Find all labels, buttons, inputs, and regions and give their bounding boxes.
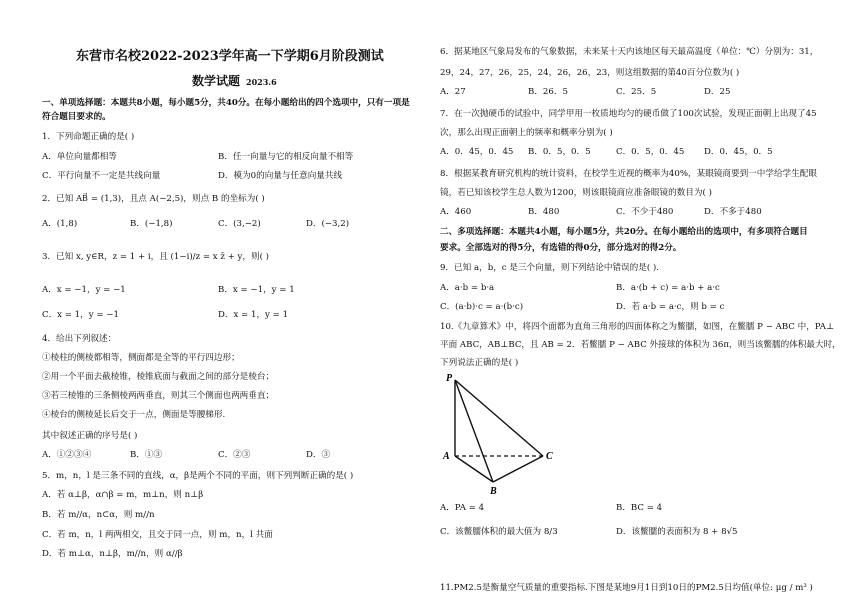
question-6-cont: 29，24，27，26，25，24，26，26，23，则这组数据的第40百分位数为( ) <box>440 68 740 78</box>
q1-option-b: B．任一向量与它的相反向量不相等 <box>218 152 354 162</box>
edge-pc <box>455 380 543 456</box>
q3-option-b: B．x = −1，y = 1 <box>218 285 295 295</box>
question-2: 2．已知 AB⃗ = (1,3)，且点 A(−2,5)，则点 B 的坐标为( ) <box>42 194 265 204</box>
q9-option-a: A．a·b = b·a <box>440 283 495 293</box>
q5-option-a: A．若 α⊥β，α∩β = m，m⊥n，则 n⊥β <box>42 490 204 500</box>
question-10: 10.《九章算术》中，将四个面都为直角三角形的四面体称之为鳖臑，如图，在鳖臑 P − ABC 中，PA⊥ <box>440 322 835 332</box>
edge-ab <box>455 456 493 482</box>
q2-option-c: C．(3,−2) <box>218 219 261 229</box>
q4-option-d: D．③ <box>306 450 331 460</box>
q9-option-c: C．(a·b)·c = a·(b·c) <box>440 302 524 312</box>
q4-statement-2: ②用一个平面去截棱锥，棱锥底面与截面之间的部分是棱台； <box>42 372 275 382</box>
q3-option-c: C．x = 1，y = −1 <box>42 310 119 320</box>
section2-heading: 二、多项选择题：本题共4小题，每小题5分，共20分。在每小题给出的选项中，有多项符合题目 <box>440 227 808 237</box>
exam-date: 2023.6 <box>246 77 277 87</box>
section1-heading: 一、单项选择题：本题共8小题，每小题5分，共40分。在每小题给出的四个选项中，只有一项是 <box>42 98 410 108</box>
q3-option-a: A．x = −1，y = −1 <box>42 285 126 295</box>
label-p: P <box>446 373 453 384</box>
q4-statement-1: ①棱柱的侧棱都相等，侧面都是全等的平行四边形； <box>42 353 240 363</box>
q4-option-a: A．①②③④ <box>42 450 92 460</box>
q5-option-d: D．若 m⊥α，n⊥β，m//n，则 α//β <box>42 549 183 559</box>
section1-heading-cont: 符合题目要求的。 <box>42 112 111 122</box>
question-1: 1．下列命题正确的是( ) <box>42 132 135 142</box>
q8-option-a: A．460 <box>440 207 472 217</box>
question-7: 7．在一次抛硬币的试验中，同学甲用一枚质地均匀的硬币做了100次试验，发现正面朝上出现了45 <box>440 109 817 119</box>
question-11: 11.PM2.5是衡量空气质量的重要指标.下图是某地9月1日到10日的PM2.5日均值(单位: μg / m³ ) <box>440 583 813 593</box>
q1-option-d: D．模为0的向量与任意向量共线 <box>218 171 343 181</box>
q6-option-a: A．27 <box>440 87 466 97</box>
q3-option-d: D．x = 1，y = 1 <box>218 310 289 320</box>
tetrahedron-figure <box>440 372 570 498</box>
q2-option-b: B．(−1,8) <box>130 219 173 229</box>
edge-bc <box>493 456 543 482</box>
q4-question: 其中叙述正确的序号是( ) <box>42 431 138 441</box>
q10-option-b: B．BC = 4 <box>616 503 663 513</box>
label-a: A <box>443 451 450 462</box>
q8-option-c: C．不少于480 <box>616 207 674 217</box>
q8-option-b: B．480 <box>528 207 560 217</box>
q2-option-d: D．(−3,2) <box>306 219 350 229</box>
q7-option-b: B．0．5，0．5 <box>528 147 591 157</box>
question-8-cont: 镜，若已知该校学生总人数为1200，则该眼镜商应准备眼镜的数目为( ) <box>440 188 712 198</box>
page-title: 东营市名校2022-2023学年高一下学期6月阶段测试 <box>76 49 384 64</box>
q2-option-a: A．(1,8) <box>42 219 78 229</box>
q10-option-d: D．该鳖臑的表面积为 8 + 8√5 <box>616 527 738 537</box>
question-9: 9．已知 a，b，c 是三个向量，则下列结论中错误的是( ). <box>440 263 660 273</box>
question-7-cont: 次，那么出现正面朝上的频率和概率分别为( ) <box>440 128 613 138</box>
q5-option-c: C．若 m，n，l 两两相交，且交于同一点，则 m，n，l 共面 <box>42 530 273 540</box>
question-8: 8．根据某教育研究机构的统计资料，在校学生近视的概率为40%，某眼镜商要到一中学给学生配眼 <box>440 169 817 179</box>
question-6: 6．据某地区气象局发布的气象数据，未来某十天内该地区每天最高温度（单位：℃）分别为：31， <box>440 47 819 57</box>
q4-statement-4: ④棱台的侧棱延长后交于一点，侧面是等腰梯形. <box>42 410 226 420</box>
question-3: 3．已知 x, y∈R，z = 1 + i，且 (1−i)/z = x z̄ + y，则( ) <box>42 252 270 262</box>
q5-option-b: B．若 m//α，n⊂α，则 m//n <box>42 510 155 520</box>
q10-option-a: A．PA = 4 <box>440 503 485 513</box>
q7-option-d: D．0．45，0．5 <box>704 147 773 157</box>
question-10-cont2: 下列说法正确的是( ) <box>440 358 519 368</box>
q9-option-d: D．若 a·b = a·c，则 b = c <box>616 302 725 312</box>
section2-heading-cont: 要求。全部选对的得5分，有选错的得0分，部分选对的得2分。 <box>440 243 682 253</box>
q7-option-c: C．0．5，0．45 <box>616 147 685 157</box>
q1-option-a: A．单位向量都相等 <box>42 152 117 162</box>
question-5: 5．m，n，l 是三条不同的直线，α，β是两个不同的平面，则下列判断正确的是( ) <box>42 471 354 481</box>
subject-title: 数学试题 <box>192 74 241 88</box>
page-subtitle <box>192 75 277 88</box>
q6-option-b: B．26．5 <box>528 87 568 97</box>
question-4: 4．给出下列叙述： <box>42 334 117 344</box>
q6-option-c: C．25．5 <box>616 87 657 97</box>
question-10-cont: 平面 ABC，AB⊥BC，且 AB = 2．若鳖臑 P − ABC 外接球的体积为 36π，则当该鳖臑的体积最大时， <box>440 340 841 350</box>
label-b: B <box>490 486 497 497</box>
q9-option-b: B．a·(b + c) = a·b + a·c <box>616 283 720 293</box>
q1-option-c: C．平行向量不一定是共线向量 <box>42 171 161 181</box>
q4-option-c: C．②③ <box>218 450 251 460</box>
q6-option-d: D．25 <box>704 87 731 97</box>
q8-option-d: D．不多于480 <box>704 207 762 217</box>
q4-option-b: B．①③ <box>130 450 163 460</box>
label-c: C <box>546 451 553 462</box>
edge-pb <box>455 380 493 482</box>
q4-statement-3: ③若三棱锥的三条侧棱两两垂直，则其三个侧面也两两垂直； <box>42 391 275 401</box>
q7-option-a: A．0．45，0．45 <box>440 147 514 157</box>
q10-option-c: C．该鳖臑体积的最大值为 8/3 <box>440 527 558 537</box>
